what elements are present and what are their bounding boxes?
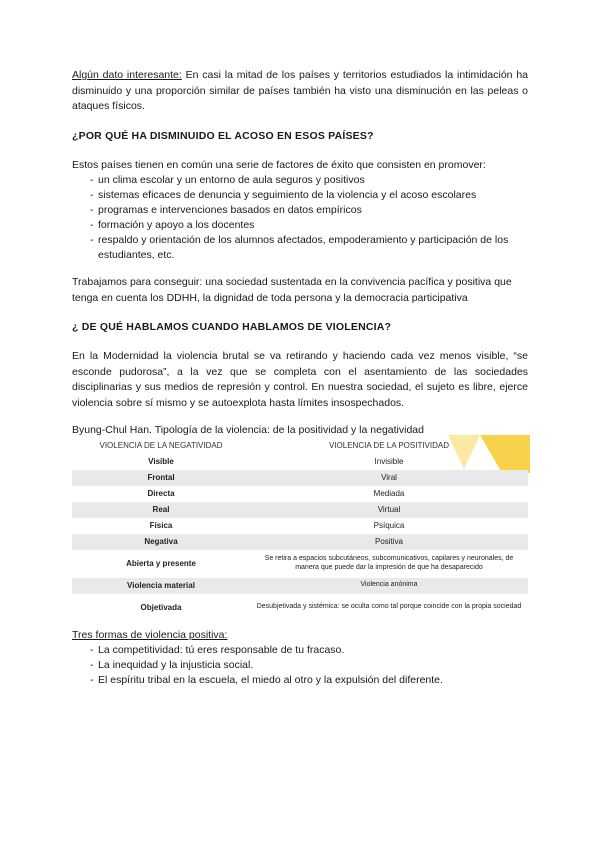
list-item: - respaldo y orientación de los alumnos afectados, empoderamiento y participación de los estudiantes, etc. [72,233,528,263]
list-item: - sistemas eficaces de denuncia y seguimiento de la violencia y el acoso escolares [72,188,528,203]
list-item: - programas e intervenciones basados en datos empíricos [72,203,528,218]
positive-violence-heading: Tres formas de violencia positiva: [72,628,228,641]
intro-paragraph [72,68,528,115]
modernity-paragraph: En la Modernidad la violencia brutal se va retirando y haciendo cada vez menos visible, “se esconde pudorosa”, a la vez que se completa con el asentamiento de las sociedades disciplinarias y sus medios de represión y control. En nuestra sociedad, el sujeto es libre, ejerce violencia sobre sí mismo y se autoexplota hasta límites insospechados. [72,350,528,409]
list-item: - un clima escolar y un entorno de aula seguros y positivos [72,173,528,188]
success-factors-list [72,173,528,263]
goal-paragraph: Trabajamos para conseguir: una sociedad sustentada en la convivencia pacífica y positiva que tenga en cuenta los DDHH, la dignidad de toda persona y la democracia participativa [72,276,512,304]
col-header-positivity: VIOLENCIA DE LA POSITIVIDAD [328,441,450,450]
heading-why-decreased: ¿POR QUÉ HA DISMINUIDO EL ACOSO EN ESOS PAÍSES? [72,129,374,142]
table-row: Directa Mediada [147,489,405,498]
table-row: Abierta y presente Se retira a espacios subcutáneos, subcomunicativos, capilares y neuronales, de manera que puede dar la impresión de que ha desaparecido [126,555,514,571]
table-caption: Byung-Chul Han. Tipología de la violencia: de la positividad y la negatividad [72,424,424,436]
success-factors-lead: Estos países tienen en común una serie de factores de éxito que consisten en promover: [72,158,486,171]
table-row: Física Psíquica [149,521,405,530]
table-row: Objetivada Desubjetivada y sistémica: se oculta como tal porque coincide con la propia sociedad [140,603,522,612]
list-item: - El espíritu tribal en la escuela, el miedo al otro y la expulsión del diferente. [72,673,528,688]
table-row: Negativa Positiva [72,534,528,550]
table-row: Violencia material Violencia anónima [72,578,528,594]
table-row: Visible Invisible [148,457,404,466]
heading-violence: ¿ DE QUÉ HABLAMOS CUANDO HABLAMOS DE VIOLENCIA? [72,321,392,333]
col-header-negativity: VIOLENCIA DE LA NEGATIVIDAD [99,441,223,450]
positive-violence-list [72,643,528,688]
intro-text: En casi la mitad de los países y territorios estudiados la intimidación ha disminuido y una proporción similar de países también ha visto una disminución en las peleas o ataques físicos. [72,69,528,112]
table-row: Frontal Viral [72,470,528,486]
violence-typology-table-wrap [72,441,528,622]
list-item: - La competitividad: tú eres responsable de tu fracaso. [72,643,528,658]
violence-typology-table [72,441,528,622]
document-page [72,68,528,688]
list-item: - La inequidad y la injusticia social. [72,658,528,673]
list-item: - formación y apoyo a los docentes [72,218,528,233]
intro-label: Algún dato interesante: [72,69,182,81]
table-row: Real Virtual [72,502,528,518]
